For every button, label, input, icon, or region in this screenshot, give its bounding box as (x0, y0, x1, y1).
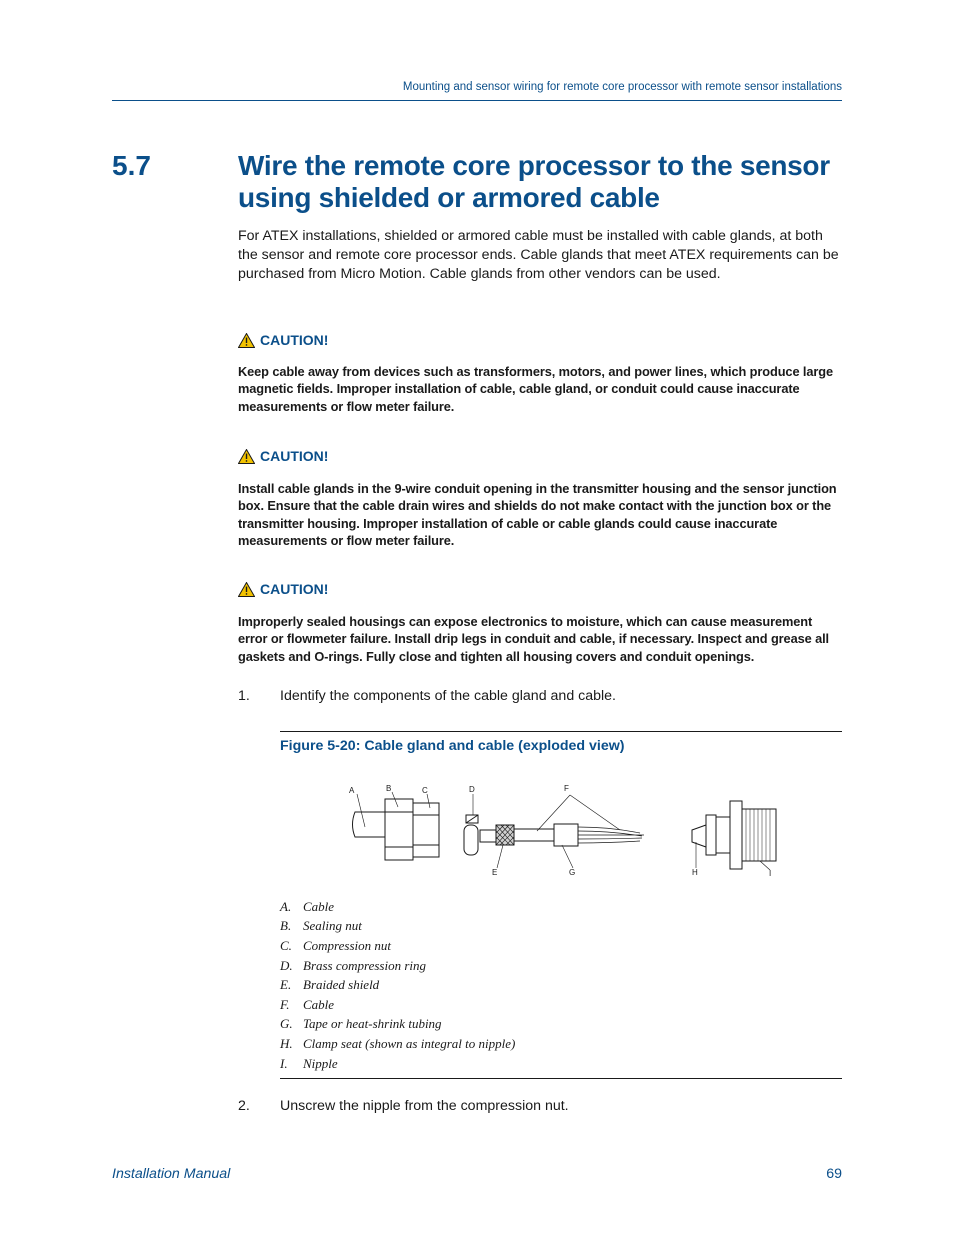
callout-a: A (349, 786, 355, 795)
legend-item (280, 956, 515, 976)
step-number: 1. (238, 688, 250, 704)
clamp-seat-shape (692, 825, 706, 847)
caution-label: CAUTION! (260, 581, 329, 597)
legend-label: Braided shield (303, 977, 380, 993)
legend-label: Nipple (303, 1055, 338, 1071)
step-number: 2. (238, 1098, 250, 1114)
legend-key: F. (280, 996, 290, 1012)
figure-top-rule (280, 731, 842, 732)
warning-triangle-icon (238, 582, 255, 597)
sealing-nut-shape (385, 799, 413, 860)
legend-item (280, 1015, 515, 1035)
tape-shape (554, 824, 578, 846)
caution-text: Improperly sealed housings can expose electronics to moisture, which can cause measurement error or flowmeter failure. Install drip legs in conduit and cable, if necessary. Inspect and grease all gaskets and O-rings. Fully close and tighten all housing covers and conduit openings. (238, 614, 829, 664)
figure-bottom-rule (280, 1078, 842, 1079)
footer-manual-title: Installation Manual (112, 1166, 231, 1182)
legend-key: B. (280, 918, 292, 934)
callout-g: G (569, 868, 576, 877)
callout-d: D (469, 785, 475, 794)
caution-heading (238, 581, 328, 597)
step-text: Unscrew the nipple from the compression nut. (280, 1098, 569, 1114)
step-item (238, 1098, 569, 1114)
caution-text: Install cable glands in the 9-wire conduit opening in the transmitter housing and the sensor junction box. Ensure that the cable drain wires and shields do not make contact with the junction box or the transmitter housing. Improper installation of cable or cable glands could cause inaccurate measurements or flow meter failure. (238, 481, 837, 548)
legend-key: C. (280, 937, 292, 953)
callout-h: H (692, 868, 698, 877)
legend-label: Cable (303, 898, 335, 914)
legend-key: I. (280, 1055, 288, 1071)
cable-a-shape (353, 812, 386, 837)
callout-f: F (564, 784, 569, 793)
cable-gland-diagram (340, 775, 790, 885)
legend-key: A. (280, 898, 292, 914)
legend-item (280, 1034, 515, 1054)
legend-item (280, 995, 515, 1015)
legend-label: Compression nut (303, 937, 391, 953)
legend-label: Clamp seat (shown as integral to nipple) (303, 1035, 516, 1051)
running-header: Mounting and sensor wiring for remote core processor with remote sensor installations (402, 81, 842, 93)
callout-c: C (422, 786, 428, 795)
page-number: 69 (826, 1166, 842, 1182)
legend-item (280, 897, 515, 917)
wires-shape (578, 827, 644, 843)
caution-label: CAUTION! (260, 332, 329, 348)
figure-legend (280, 897, 515, 1073)
section-number: 5.7 (112, 150, 151, 181)
step-text: Identify the components of the cable gland and cable. (280, 688, 617, 704)
legend-key: D. (280, 957, 293, 973)
legend-label: Sealing nut (303, 918, 362, 934)
legend-key: G. (280, 1016, 293, 1032)
legend-label: Tape or heat-shrink tubing (303, 1016, 442, 1032)
callout-e: E (492, 868, 498, 877)
callout-i: I (769, 869, 772, 878)
legend-item (280, 1054, 515, 1074)
legend-item (280, 975, 515, 995)
legend-label: Brass compression ring (303, 957, 427, 973)
legend-item (280, 917, 515, 937)
header-divider (112, 100, 842, 101)
caution-label: CAUTION! (260, 448, 329, 464)
caution-heading (238, 448, 328, 464)
warning-triangle-icon (238, 333, 255, 348)
warning-triangle-icon (238, 449, 255, 464)
compression-nut-shape (413, 803, 439, 857)
figure-caption: Figure 5-20: Cable gland and cable (exploded view) (280, 738, 625, 754)
caution-heading (238, 332, 328, 348)
nipple-shape (730, 801, 742, 869)
step-item (238, 688, 616, 704)
legend-item (280, 936, 515, 956)
caution-text: Keep cable away from devices such as transformers, motors, and power lines, which produce large magnetic fields. Improper installation of cable, cable gland, or conduit could cause inaccurate measurements or flow meter failure. (238, 364, 833, 414)
intro-paragraph: For ATEX installations, shielded or armored cable must be installed with cable glands, at both the sensor and remote core processor ends. Cable glands that meet ATEX requirements can be purchased from Micro Motion. Cable glands from other vendors can be used. (238, 228, 839, 282)
section-title: Wire the remote core processor to the sensor using shielded or armored cable (238, 150, 830, 213)
callout-b: B (386, 784, 392, 793)
legend-key: H. (280, 1035, 293, 1051)
legend-label: Cable (303, 996, 335, 1012)
legend-key: E. (280, 977, 292, 993)
